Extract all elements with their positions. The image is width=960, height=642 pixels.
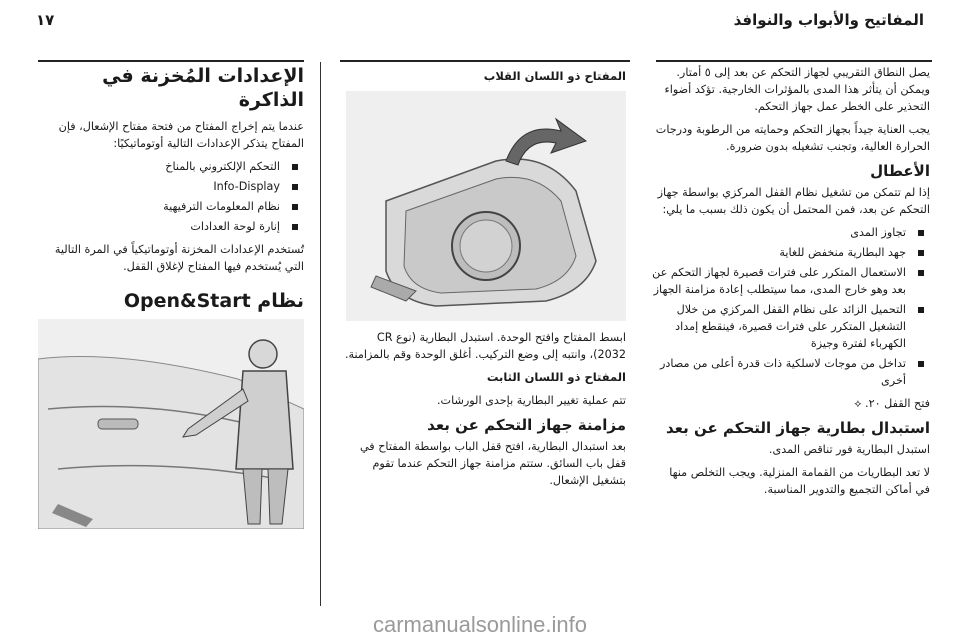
range-paragraph: يصل النطاق التقريبي لجهاز التحكم عن بعد إلى ٥ أمتار. ويمكن أن يتأثر هذا المدى بالمؤثرات الخارجية. تؤكد أضواء التحذير على الخطر عمل جهاز التحكم. (664, 66, 930, 113)
faults-heading: الأعطال (870, 162, 930, 180)
column-divider (320, 62, 321, 606)
list-item: نظام المعلومات الترفيهية (36, 198, 304, 215)
page-header (0, 0, 960, 40)
care-paragraph: يجب العناية جيداً بجهاز التحكم وحمايته من الرطوبة ودرجات الحرارة العالية، وتجنب تشغيله بدون ضرورة. (655, 123, 930, 153)
foldable-key-heading: المفتاح ذو اللسان القلاب (483, 69, 626, 83)
sync-paragraph: بعد استبدال البطارية، افتح قفل الباب بواسطة المفتاح في قفل باب السائق. ستتم مزامنة جهاز التحكم عندما تقوم بتشغيل الإشعال. (359, 440, 626, 487)
memory-list (36, 158, 304, 235)
memory-intro: عندما يتم إخراج المفتاح من فتحة مفتاح الإشعال، فإن المفتاح يتذكر الإعدادات التالية أوتوماتيكيًا: (58, 120, 304, 150)
left-column (36, 64, 304, 529)
right-column-rule (656, 60, 932, 62)
list-item: جهد البطارية منخفض للغاية (652, 244, 930, 261)
list-item: التحميل الزائد على نظام القفل المركزي من خلال التشغيل المتكرر على فترات قصيرة، فينقطع إمداد الكهرباء لفترة وجيزة (652, 301, 930, 352)
page-number: ١٧ (36, 11, 55, 29)
battery-replacement-illustration (346, 91, 626, 321)
chapter-title: المفاتيح والأبواب والنوافذ (733, 11, 924, 29)
list-item: تداخل من موجات لاسلكية ذات قدرة أعلى من مصادر أخرى (652, 355, 930, 389)
list-item: التحكم الإلكتروني بالمناخ (36, 158, 304, 175)
unlock-reference: فتح القفل ٢٠. ⟡ (854, 397, 930, 410)
memory-usage-paragraph: تُستخدم الإعدادات المخزنة أوتوماتيكياً في المرة التالية التي يُستخدم فيها المفتاح لإغلاق القفل. (54, 243, 304, 273)
list-item: Info-Display (36, 178, 304, 195)
middle-column-rule (340, 60, 630, 62)
fixed-key-heading: المفتاح ذو اللسان الثابت (486, 370, 626, 384)
battery-steps-paragraph: ابسط المفتاح وافتح الوحدة. استبدل البطارية (نوع CR 2032)، وانتبه إلى وضع التركيب. أغلق الوحدة وقم بالمزامنة. (344, 331, 626, 361)
disposal-paragraph: لا تعد البطاريات من القمامة المنزلية. ويجب التخلص منها في أماكن التجميع والتدوير المناسبة. (669, 466, 930, 496)
sync-heading: مزامنة جهاز التحكم عن بعد (427, 416, 626, 434)
battery-paragraph: استبدل البطارية فور تناقص المدى. (768, 443, 930, 456)
left-column-rule (38, 60, 304, 62)
list-item: الاستعمال المتكرر على فترات قصيرة لجهاز التحكم عن بعد وهو خارج المدى، مما سيتطلب إعادة مزامنة الجهاز (652, 264, 930, 298)
list-item: تجاوز المدى (652, 224, 930, 241)
memory-settings-heading: الإعدادات المُخزنة في الذاكرة (102, 65, 304, 111)
pointer-arrow-icon: ⟡ (854, 397, 862, 410)
battery-heading: استبدال بطارية جهاز التحكم عن بعد (666, 419, 930, 437)
faults-list (652, 224, 930, 389)
list-item: إنارة لوحة العدادات (36, 218, 304, 235)
open-and-start-illustration (38, 319, 304, 529)
right-column (652, 64, 930, 504)
fixed-key-paragraph: تتم عملية تغيير البطارية بإحدى الورشات. (436, 394, 626, 407)
faults-intro: إذا لم تتمكن من تشغيل نظام القفل المركزي بواسطة جهاز التحكم عن بعد، فمن المحتمل أن يكون ذلك بسبب ما يلي: (657, 186, 930, 216)
middle-column (338, 64, 626, 495)
open-start-heading: نظام Open&Start (123, 290, 304, 312)
watermark: carmanualsonline.info (372, 612, 588, 637)
